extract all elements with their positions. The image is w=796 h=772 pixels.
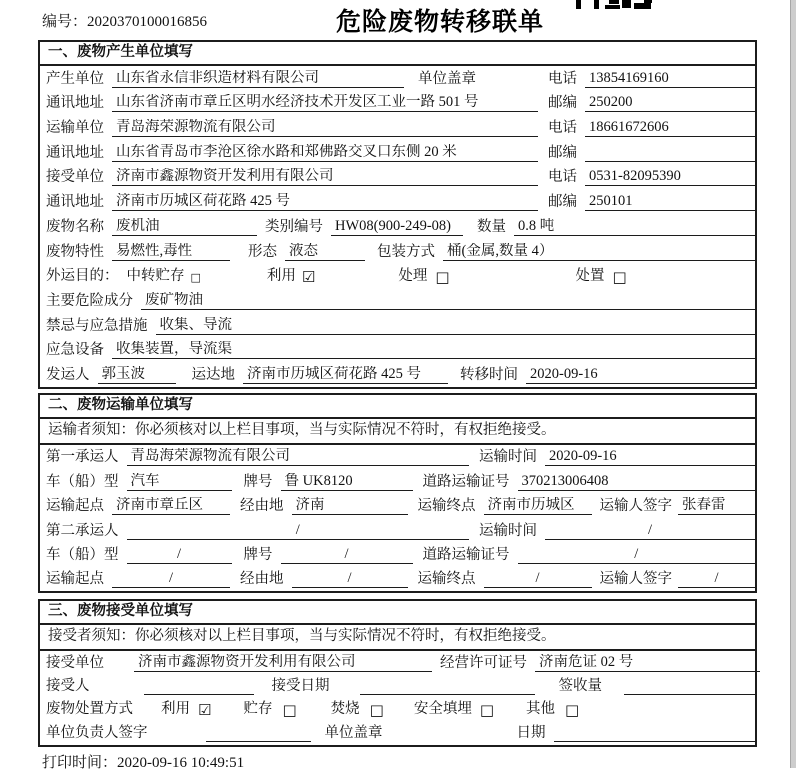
- option-landfill-label: 安全填埋: [413, 701, 472, 718]
- receive-date-label: 接受日期: [271, 678, 330, 695]
- first-carrier-value: 青岛海荣源物流有限公司: [127, 448, 470, 466]
- via-label: 经由地: [240, 571, 284, 588]
- producer-zip-value: 250200: [585, 94, 755, 112]
- zip-label: 邮编: [548, 95, 577, 112]
- checkbox-disposal-store: □: [282, 701, 297, 720]
- option-dispose-label: 处置: [575, 268, 605, 285]
- endpoint-value: 济南市历城区: [484, 497, 592, 515]
- option-utilize-label: 利用: [161, 701, 190, 718]
- option-transfer-storage-label: 中转贮存: [126, 268, 185, 285]
- transport-time-value: 2020-09-16: [545, 448, 755, 466]
- origin-label: 运输起点: [46, 498, 104, 515]
- physical-form-value: 液态: [285, 243, 365, 261]
- produce-unit-label: 产生单位: [46, 70, 104, 87]
- plate-value: 鲁 UK8120: [281, 473, 413, 491]
- vehicle-type-2-value: /: [127, 546, 232, 564]
- receiver-person-label: 接受人: [46, 678, 90, 695]
- via-label: 经由地: [240, 498, 284, 515]
- option-utilize-label: 利用: [266, 268, 296, 285]
- checkbox-transfer-storage: □: [190, 271, 201, 285]
- checkbox-disposal-landfill: □: [479, 701, 495, 720]
- checkbox-disposal-other: □: [565, 701, 580, 720]
- carrier-sign-value: 张春雷: [678, 497, 755, 515]
- phone-label: 电话: [548, 120, 577, 137]
- road-license-label: 道路运输证号: [422, 546, 510, 563]
- row-receiver-person: [40, 675, 755, 698]
- producer-address-value: 山东省济南市章丘区明水经济技术开发区工业一路 501 号: [112, 94, 538, 112]
- option-other-label: 其他: [526, 701, 556, 718]
- plate-label: 牌号: [243, 473, 273, 490]
- transfer-purpose-label: 外运目的：: [46, 268, 119, 285]
- unit-stamp-label: 单位盖章: [418, 70, 476, 87]
- option-incinerate-label: 焚烧: [330, 701, 360, 718]
- print-time-label: 打印时间：: [42, 755, 118, 771]
- emergency-measures-value: 收集、导流: [156, 317, 756, 335]
- permit-number-value: 济南危证 02 号: [535, 654, 760, 672]
- row-receiving-unit: [40, 651, 755, 674]
- receive-unit-value: 济南市鑫源物资开发利用有限公司: [112, 168, 538, 186]
- checkbox-dispose: □: [612, 268, 627, 287]
- row-waste-character: [40, 239, 755, 264]
- transport-time-label: 运输时间: [479, 449, 537, 466]
- date-value: [554, 741, 756, 742]
- endpoint-label: 运输终点: [417, 498, 476, 515]
- row-receive-unit: [40, 165, 755, 190]
- row-producer-address: [40, 91, 755, 116]
- road-license-2-value: /: [518, 546, 756, 564]
- print-time-value: 2020-09-16 10:49:51: [117, 755, 245, 771]
- physical-form-label: 形态: [248, 243, 277, 260]
- road-license-value: 370213006408: [518, 473, 756, 491]
- zip-label: 邮编: [548, 144, 577, 161]
- waste-name-value: 废机油: [112, 218, 257, 236]
- vehicle-type-value: 汽车: [127, 473, 232, 491]
- transport-time-2-value: /: [545, 522, 755, 540]
- transporter-notice: 运输者须知：你必须核对以上栏目事项，当与实际情况不符时，有权拒绝接受。: [40, 419, 755, 445]
- row-vehicle-2: [40, 543, 755, 567]
- head-signature-label: 单位负责人签字: [46, 724, 148, 741]
- row-produce-unit: [40, 66, 755, 91]
- receiving-unit-value: 济南市鑫源物资开发利用有限公司: [134, 654, 432, 672]
- date-label: 日期: [516, 724, 546, 741]
- origin-2-value: /: [112, 570, 230, 588]
- transporter-phone-value: 18661672606: [585, 119, 755, 137]
- row-disposal-method: [40, 698, 755, 721]
- checkbox-utilize: ☑: [301, 268, 316, 287]
- head-signature-value: [206, 741, 311, 742]
- consignor-label: 发运人: [46, 366, 90, 383]
- receiver-person-value: [144, 694, 254, 695]
- print-time: [42, 751, 244, 772]
- quantity-label: 数量: [477, 218, 506, 235]
- producer-phone-value: 13854169160: [585, 70, 755, 88]
- vehicle-type-label: 车（船）型: [46, 546, 119, 563]
- second-carrier-value: /: [127, 522, 470, 540]
- transporter-address-value: 山东省青岛市李沧区徐水路和郑佛路交叉口东侧 20 米: [112, 144, 538, 162]
- consignor-value: 郭玉波: [98, 366, 176, 384]
- phone-label: 电话: [548, 169, 577, 186]
- first-carrier-label: 第一承运人: [46, 449, 119, 466]
- row-route-2: [40, 567, 755, 591]
- origin-label: 运输起点: [46, 571, 104, 588]
- address-label: 通讯地址: [46, 144, 104, 161]
- row-vehicle-1: [40, 469, 755, 493]
- checkbox-disposal-incinerate: □: [369, 701, 384, 720]
- signed-quantity-label: 签收量: [558, 678, 602, 695]
- phone-label: 电话: [548, 70, 577, 87]
- receive-unit-label: 接受单位: [46, 169, 104, 186]
- page-title: 危险废物转移联单: [335, 8, 544, 36]
- emergency-measures-label: 禁忌与应急措施: [46, 317, 148, 334]
- destination-value: 济南市历城区荷花路 425 号: [243, 366, 448, 384]
- row-emergency-measures: [40, 313, 755, 338]
- endpoint-label: 运输终点: [417, 571, 476, 588]
- transport-time-label: 运输时间: [479, 522, 537, 539]
- qr-code-icon: [576, 0, 652, 9]
- section-transporter: [38, 393, 757, 593]
- section-transporter-header: 二、废物运输单位填写: [40, 395, 755, 419]
- carrier-sign-label: 运输人签字: [599, 498, 672, 515]
- origin-value: 济南市章丘区: [112, 497, 230, 515]
- signed-quantity-value: [624, 694, 756, 695]
- receiver-notice: 接受者须知：你必须核对以上栏目事项，当与实际情况不符时，有权拒绝接受。: [40, 625, 755, 651]
- row-route-1: [40, 494, 755, 518]
- option-treat-label: 处理: [398, 268, 428, 285]
- receive-date-value: [360, 694, 535, 695]
- waste-character-label: 废物特性: [46, 243, 104, 260]
- permit-number-label: 经营许可证号: [440, 654, 527, 671]
- transport-unit-label: 运输单位: [46, 120, 104, 137]
- address-label: 通讯地址: [46, 95, 104, 112]
- transport-unit-value: 青岛海荣源物流有限公司: [112, 119, 538, 137]
- packing-value: 桶(金属,数量 4）: [443, 243, 755, 261]
- plate-label: 牌号: [243, 546, 273, 563]
- carrier-sign-label: 运输人签字: [599, 571, 672, 588]
- carrier-sign-2-value: /: [678, 570, 755, 588]
- row-transfer-purpose: [40, 264, 755, 289]
- scrollbar-track[interactable]: [790, 0, 796, 768]
- row-transporter-address: [40, 140, 755, 165]
- address-label: 通讯地址: [46, 194, 104, 211]
- document-number-label: 编号：: [42, 14, 88, 30]
- endpoint-2-value: /: [484, 570, 592, 588]
- section-receiver-header: 三、废物接受单位填写: [40, 601, 755, 625]
- quantity-value: 0.8 吨: [514, 218, 755, 236]
- manifest-form: [38, 40, 757, 747]
- row-consignor: [40, 362, 755, 387]
- category-code-value: HW08(900-249-08): [331, 218, 463, 236]
- receiving-unit-label: 接受单位: [46, 654, 104, 671]
- row-waste-name: [40, 214, 755, 239]
- via-2-value: /: [292, 570, 408, 588]
- via-value: 济南: [292, 497, 408, 515]
- disposal-method-label: 废物处置方式: [46, 701, 133, 718]
- option-store-label: 贮存: [243, 701, 273, 718]
- zip-label: 邮编: [548, 194, 577, 211]
- waste-character-value: 易燃性,毒性: [112, 243, 230, 261]
- emergency-equipment-label: 应急设备: [46, 342, 104, 359]
- row-head-signature: [40, 721, 755, 744]
- section-receiver: [38, 599, 757, 747]
- checkbox-treat: □: [435, 268, 450, 287]
- transfer-time-value: 2020-09-16: [526, 366, 755, 384]
- row-hazard-component: [40, 288, 755, 313]
- transporter-zip-value: [585, 161, 755, 162]
- row-receiver-address: [40, 189, 755, 214]
- emergency-equipment-value: 收集装置，导流渠: [112, 341, 755, 359]
- hazard-component-label: 主要危险成分: [46, 292, 133, 309]
- section-producer: [38, 40, 757, 389]
- section-producer-header: 一、废物产生单位填写: [40, 42, 755, 66]
- second-carrier-label: 第二承运人: [46, 522, 119, 539]
- row-first-carrier: [40, 445, 755, 469]
- vehicle-type-label: 车（船）型: [46, 473, 119, 490]
- category-code-label: 类别编号: [265, 218, 323, 235]
- hazard-component-value: 废矿物油: [141, 292, 755, 310]
- row-emergency-equipment: [40, 338, 755, 363]
- document-number-value: 2020370100016856: [87, 14, 208, 30]
- row-transport-unit: [40, 115, 755, 140]
- destination-label: 运达地: [191, 366, 235, 383]
- road-license-label: 道路运输证号: [422, 473, 510, 490]
- transfer-time-label: 转移时间: [460, 366, 518, 383]
- waste-name-label: 废物名称: [46, 218, 104, 235]
- receiver-zip-value: 250101: [585, 193, 755, 211]
- plate-2-value: /: [281, 546, 413, 564]
- receiver-address-value: 济南市历城区荷花路 425 号: [112, 193, 538, 211]
- checkbox-disposal-utilize: ☑: [198, 701, 212, 720]
- row-second-carrier: [40, 518, 755, 542]
- packing-label: 包装方式: [377, 243, 435, 260]
- receiver-phone-value: 0531-82095390: [585, 168, 755, 186]
- unit-stamp-label: 单位盖章: [324, 724, 383, 741]
- produce-unit-value: 山东省永信非织造材料有限公司: [112, 70, 404, 88]
